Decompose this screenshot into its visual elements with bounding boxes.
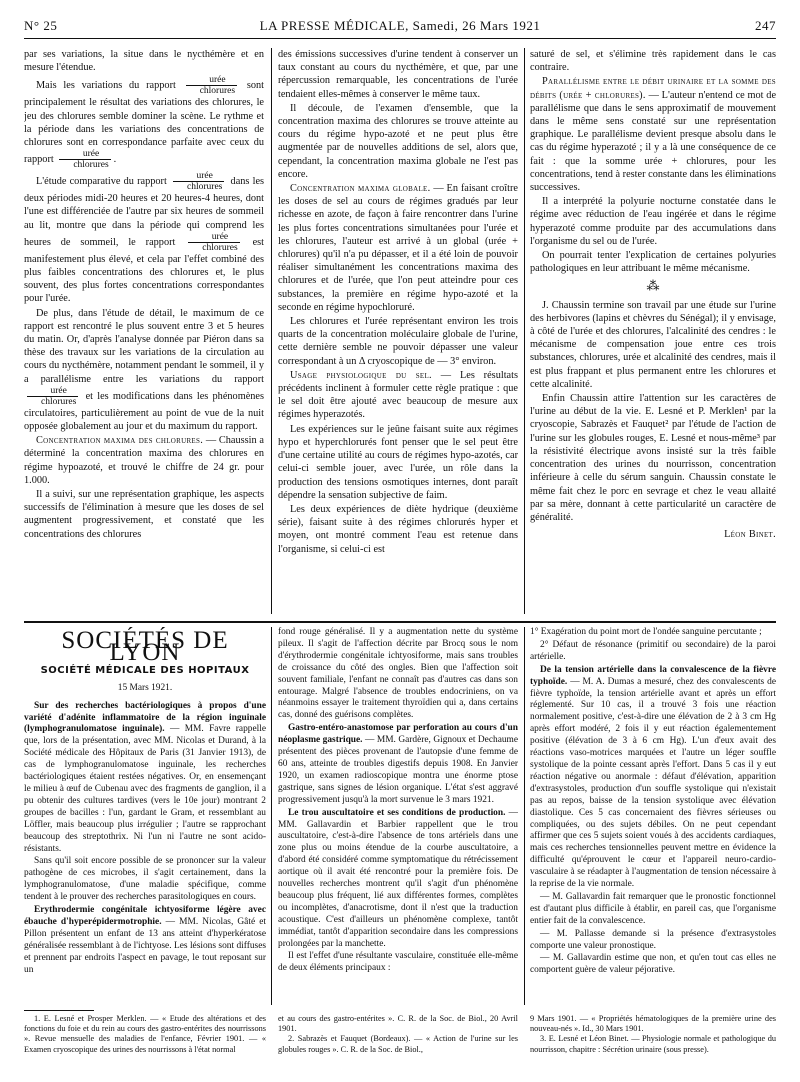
- paragraph: — M. Gallavardin estime que non, et qu'en tout cas elles ne comportent guère de valeur péjorative.: [530, 953, 776, 976]
- paragraph: Mais les variations du rapport $\frac{\text{urée}}{\text{chlorures}}$ sont principalement le résultat des variations des chlorures, le jeu des chlorures semble dominer la scène. Le rythme et la période dans les variations des concentrations de chlorures sont en correspondance parfaite avec ceux du rapport $\frac{\text{urée}}{\text{chlorures}}$ .: [24, 75, 264, 171]
- paragraph: J. Chaussin termine son travail par une étude sur l'urine des herbivores (lapins et chèvres du Sénégal); il y envisage, à côté de l'urée et des chlorures, l'alcalinité des cendres : le mécanisme de compensation joue entre ces trois substances, chlorures, urée et alcalinité des cendres, mais il est plus frappant et plus permanent entre les chlorures et cette alcalinité.: [530, 299, 776, 390]
- fraction-denominator: chlorures: [199, 86, 236, 97]
- paragraph: [278, 808, 518, 951]
- lyon-column-2: [278, 627, 518, 1007]
- paragraph: des émissions successives d'urine tendent à conserver un taux constant au cours du nycthémère, et que, par une répercussion remarquable, les concentrations de l'urée tendaient elles-mêmes à conserver le même taux.: [278, 49, 518, 100]
- journal-title: LA PRESSE MÉDICALE, Samedi, 26 Mars 1921: [259, 18, 541, 33]
- text: sont principalement le résultat des variations des chlorures, le jeu des chlorures semble dominer la scène. Le rythme et la période dans les variations des concentrations de chlorures sont en correspondance parfaite avec ceux du rapport: [24, 80, 264, 166]
- text: et les modifications dans les phénomènes circulatoires, particulièrement au point de vue de la nuit opposée globalement au jour et du maximum du rapport.: [24, 390, 264, 433]
- section-heading: Usage physiologique du sel.: [290, 369, 432, 381]
- lyon-column-1: [24, 627, 266, 1007]
- header-rule: [24, 38, 776, 39]
- column-divider: [271, 627, 272, 1005]
- paragraph: 1° Exagération du point mort de l'ondée sanguine percutante ;: [530, 627, 762, 637]
- communication-title: Erythrodermie congénitale ichtyosiforme légère avec ébauche d'hyperépidermotrophie.: [24, 905, 266, 927]
- section-heading: Concentration maxima globale.: [290, 183, 431, 195]
- lyon-column-3: [530, 627, 776, 1007]
- paragraph: Il a interprété la polyurie nocturne constatée dans le régime avec réduction de l'eau ingérée et dans le régime hyperazoté comme produite par des accumulations dans l'organisme du sel ou de l'urée.: [530, 196, 776, 247]
- paragraph: Les deux expériences de diète hydrique (deuxième série), faisant suite à des régimes chlorurés hyper et moyen, ont montré comment l'eau est retenue dans l'organisme, si celui-ci est: [278, 503, 518, 555]
- text: — MM. Nicolas, Gâté et Pillon présentent un enfant de 13 ans atteint d'hyperkératose généralisée ressemblant à de l'ichtyose. Les lésions sont diffuses et prennent par endroits l'aspect en pavage, le tout reposant sur un: [24, 916, 266, 975]
- issue-number: N° 25: [24, 18, 58, 33]
- column-divider: [524, 627, 525, 1005]
- section-heading: Concentration maxima des chlorures.: [36, 435, 204, 447]
- article-column-1: [24, 48, 264, 616]
- text: — MM. Gardère, Gignoux et Dechaume présentent des pièces provenant de l'autopsie d'une femme de 60 ans, atteinte de troubles digestifs depuis 1908. En Janvier 1920, un examen radioscopique montra une énorme ptose gastrique, sans signes de lésion organique. L'état s'est aggravé progressivement jusqu'à la mort survenue le 3 mars 1921.: [278, 735, 518, 805]
- ratio-fraction: [59, 149, 110, 170]
- text: — L'auteur n'entend ce mot de parallélisme que dans le sens approximatif de mouvement dans le même sens constaté sur une représentation graphique. Le parallélisme devient presque absolu dans le cas du régime hyperazoté ; il y a là une conséquence de ce fait : que la somme urée + chlorures, pour les concentrations, tend à rester constante dans les éliminations successives.: [530, 89, 776, 194]
- paragraph: Il découle, de l'examen d'ensemble, que la concentration maxima des chlorures se trouve atteinte au cours du régime hypo-azoté et ne peut plus être augmentée par de nouvelles additions de sel, alors que, cependant, la concentration maxima globale ne l'est pas encore.: [278, 102, 518, 180]
- paragraph: fond rouge généralisé. Il y a augmentation nette du système pileux. Il s'agit de l'affection décrite par Brocq sous le nom d'érythrodermie congénitale ichtyosiforme, mais sans troubles de croissance du côté des ongles. Bien que l'affection soit souvent familiale, l'enfant ne connaît pas d'autres cas dans son entourage. Malgré l'absence de troubles endocriniens, on va néanmoins essayer le traitement thyroïdien qui a, dans certains cas, donné des guérisons complètes.: [278, 627, 518, 721]
- column-divider: [271, 48, 272, 614]
- ratio-fraction: [186, 75, 237, 96]
- text: L'étude comparative du rapport: [36, 176, 167, 188]
- fraction-denominator: chlorures: [73, 160, 109, 171]
- paragraph: Les expériences sur le jeûne faisant suite aux régimes hypo et hyperchlorurés font penser que le sel peut être d'une certaine utilité au cours de régimes hypo-azotés, car celui-ci semble jouer, avec l'urée, un rôle dans la production des tensions osmotiques internes, dont paraît dépendre la sensation subjective de faim.: [278, 423, 518, 501]
- paragraph: [530, 75, 776, 194]
- fraction-denominator: chlorures: [202, 242, 238, 253]
- paragraph: [278, 369, 518, 422]
- section-divider: [24, 621, 776, 623]
- paragraph: 2° Défaut de résonance (primitif ou secondaire) de la paroi artérielle.: [530, 639, 776, 662]
- text: — MM. Favre rappelle que, lors de la présentation, avec MM. Nicolas et Durand, à la Société médicale des Hôpitaux de Paris (31 Janvier 1913), de cas de lymphogranulomatose inguinale, les recherches bactériologiques étaient restées négatives. Or, en ensemençant le milieu à œuf de Cubenau avec des fragments de ganglion, il a pu obtenir des cultures tardives (vers le 10e jour) montrant 2 groupes de bacilles : l'un, gardant le Gram, et ressemblant au Löffler, mais beaucoup plus irrégulier ; l'autre se rapprochant beaucoup des streptothrix. Ni l'un ni l'autre ne sont acido-résistants.: [24, 724, 266, 854]
- paragraph: Enfin Chaussin attire l'attention sur les caractères de l'urine au début de la vie. E. Lesné et P. Merklen¹ par la cryoscopie, Sabrazès et Fauquet² par l'étude de l'action de l'urine sur les globules rouges, E. Lesné et nous-même³ par la résistivité électrique avons insisté sur la très faible concentration des urines du nourrisson, concentration inférieure à celle du sérum sanguin. Chaussin constate le même fait chez le porc en sevrage et chez le veau allaité par sa mère, donnant à cette particularité un caractère de généralité.: [530, 393, 776, 523]
- paragraph: Il a suivi, sur une représentation graphique, les aspects successifs de l'élimination à mesure que les doses de sel augmentent progressivement, et constaté que les concentrations des chlorures: [24, 489, 264, 540]
- text: est manifestement plus élevé, et cela par l'effet combiné des plus faibles concentrations des chlorures et, le plus souvent, des plus fortes concentrations correspondantes pour l'urée.: [24, 236, 264, 305]
- communication-title: Sur des recherches bactériologiques à propos d'une variété d'adénite inflammatoire de la région inguinale (lymphogranulomatose inguinale).: [24, 700, 266, 735]
- paragraph: On pourrait tenter l'explication de certaines polyuries pathologiques en leur attribuant le même mécanisme.: [530, 250, 776, 275]
- page-number: 247: [755, 18, 776, 33]
- paragraph: [24, 905, 266, 976]
- communication-title: Le trou auscultatoire et ses conditions de production.: [288, 807, 506, 818]
- communication-title: De la tension artérielle dans la convalescence de la fièvre typhoïde.: [530, 664, 776, 687]
- paragraph: Les chlorures et l'urée représentant environ les trois quarts de la concentration moléculaire globale de l'urine, cette dernière semble ne pouvoir dépasser une valeur correspondant à un Δ cryoscopique de — 3° environ.: [278, 316, 518, 367]
- text: — En faisant croître les doses de sel au cours de régimes gradués par leur richesse en azote, de façon à faire rencontrer dans l'urine les plus fortes concentrations simultanées pour l'urée et les chlorures, l'auteur est arrivé à un global (urée + chlorures) qu'il n'a pu dépasser, et il a été loin de pouvoir réaliser simultanément les concentrations maxima des chlorures et de l'urée, que l'on peut atteindre pour ces substances, la première en régime hypo-azoté et la seconde en régime hypochloruré.: [278, 183, 518, 313]
- column-divider: [524, 48, 525, 614]
- paragraph: par ses variations, la situe dans le nycthémère et en mesure l'étendue.: [24, 49, 264, 74]
- footnote-rule: [24, 1010, 94, 1011]
- article-column-3: [530, 48, 776, 616]
- footnote: et au cours des gastro-entérites ». C. R. de la Soc. de Biol., 20 Avril 1901.: [278, 1014, 518, 1034]
- footnotes-column-3: [530, 1014, 776, 1078]
- paragraph: [24, 701, 266, 856]
- fraction-numerator: urée: [186, 75, 237, 86]
- fraction-denominator: chlorures: [187, 182, 223, 193]
- article-column-2: [278, 48, 518, 616]
- footnote: 1. E. Lesné et Prosper Merklen. — « Etude des altérations et des fonctions du foie et du rein au cours des gastro-entérites des nourrissons ». Revue mensuelle des maladies de l'enfance, Février 1901. — « Examen cryoscopique des urines des nourrissons à l'état normal: [24, 1014, 266, 1054]
- asterism: ⁂: [646, 278, 660, 294]
- footnote: 2. Sabrazès et Fauquet (Bordeaux). — « Action de l'urine sur les globules rouges ». C. R. de la Soc. de Biol.,: [278, 1034, 518, 1054]
- fraction-numerator: urée: [59, 149, 110, 160]
- communication-title: Gastro-entéro-anastomose par perforation au cours d'un néoplasme gastrique.: [278, 723, 518, 746]
- paragraph: Sans qu'il soit encore possible de se prononcer sur la valeur pathogène de ces microbes, il s'agit certainement, dans la lymphogranulomatose, d'une maladie spécifique, comme tendent à le prouver des recherches parasitologiques en cours.: [24, 856, 266, 903]
- section-heading: Parallélisme entre le débit urinaire et la somme des débits (urée + chlorures).: [530, 76, 776, 101]
- footnote: 3. E. Lesné et Léon Binet. — Physiologie normale et pathologique du nourrisson, chapitre : Sécrétion urinaire (sous presse).: [530, 1034, 776, 1054]
- paragraph: [24, 307, 264, 434]
- section-title: SOCIÉTÉS DE LYON: [61, 627, 229, 666]
- page-header: [24, 18, 776, 38]
- text: De plus, dans l'étude de détail, le maximum de ce rapport est rencontré le plus souvent entre 3 et 5 heures du matin. Or, d'après l'analyse donnée par Piéron dans sa thèse des travaux sur les variations de la circulation au cours du nycthémère, notamment pendant le sommeil, il y a parallélisme entre les variations du rapport: [24, 307, 264, 385]
- text: — M. A. Dumas a mesuré, chez des convalescents de fièvre typhoïde, la tension artérielle avant et après un effort réglementé. Sur 10 cas, il a trouvé 3 fois une réaction normalement positive, c'est-à-dire une élévation de 2 à 3 cm Hg après effort modéré, 2 fois il y eut réaction égalementement positive (élévation de 3 à 6 cm Hg). L'un d'eux avait des réactions vaso-motrices marquées et l'autre un léger souffle systolique de la pointe cessant après l'effort. Dans 5 cas il y eut réaction négative ou anormale : défaut d'élévation, apparition d'extrasystoles, production d'un souffle systolique qui n'existait pas au repos, baisse de la tension systolique avec élévation diastolique. Ces 5 cas concernaient des fièvres sérieuses ou compliquées, ou des sujets débiles. On ne peut cependant affirmer que ces 5 sujets soient voués à des accidents cardiaques, mais ces recherches tensionnelles peuvent mettre en évidence la difficulté qu'éprouvent le cœur et l'appareil neuro-cardio-vasculaire à se réadapter à l'augmentation de tension nécessaire à la reprise de la vie normale.: [530, 676, 776, 890]
- society-name: SOCIÉTÉ MÉDICALE DES HOPITAUX: [40, 664, 250, 676]
- fraction-numerator: urée: [188, 232, 239, 243]
- paragraph: [530, 665, 776, 891]
- footnote: 9 Mars 1901. — « Propriétés hématologiques de la première urine des nouveau-nés ». Id., 30 Mars 1901.: [530, 1014, 776, 1034]
- paragraph: [24, 171, 264, 305]
- author-signature: Léon Binet.: [724, 529, 776, 541]
- paragraph: [278, 182, 518, 314]
- fraction-numerator: urée: [27, 386, 78, 397]
- ratio-fraction: [173, 171, 224, 192]
- fraction-denominator: chlorures: [41, 396, 77, 407]
- ratio-fraction: [188, 232, 239, 253]
- paragraph: [278, 723, 518, 806]
- ratio-fraction: [27, 386, 78, 407]
- paragraph: saturé de sel, et s'élimine très rapidement dans le cas contraire.: [530, 49, 776, 74]
- paragraph: Il est l'effet d'une résultante vasculaire, constituée elle-même de deux éléments principaux :: [278, 951, 518, 974]
- session-date: 15 Mars 1921.: [117, 682, 173, 693]
- paragraph: — M. Pallasse demande si la présence d'extrasystoles comporte une valeur pronostique.: [530, 928, 776, 951]
- text: — Les résultats précédents inclinent à formuler cette règle pratique : que le sel doit être ajouté avec beaucoup de mesure aux régimes hyperazotés.: [278, 369, 518, 421]
- paragraph: [24, 434, 264, 487]
- fraction-numerator: urée: [173, 171, 224, 182]
- footnotes-column-1: [24, 1014, 266, 1078]
- text: dans les deux périodes midi-20 heures et 20 heures-4 heures, dont l'une est différenciée de l'autre par six heures de sommeil au lit, montre que dans la période qui comprend les heures de sommeil, le rapport: [24, 176, 264, 248]
- text: — Chaussin a déterminé la concentration maxima des chlorures en régime hypoazoté, et trouvé le chiffre de 24 gr. pour 1.000.: [24, 435, 264, 486]
- text: Mais les variations du rapport: [36, 80, 176, 92]
- paragraph: — M. Gallavardin fait remarquer que le pronostic fonctionnel est d'autant plus difficile à établir, en pareil cas, que l'organisme entier fait de la convalescence.: [530, 891, 776, 926]
- footnotes-column-2: [278, 1014, 518, 1078]
- text: — MM. Gallavardin et Barbier rappellent que le trou auscultatoire, c'est-à-dire l'absence de tons artériels dans une zone plus ou moins étendue de la courbe auscultatoire, a d'abord été considéré comme symptomatique du rétrécissement aortique où il avait été rencontré pour la première fois. De nouvelles recherches montrent qu'il s'agit d'un phénomène beaucoup plus fréquent, lié aux différentes formes, complètes ou incomplètes, d'anacrotisme, dont il n'est que la traduction acoustique. C'est d'ailleurs un phénomène complexe, tantôt immédiat, tantôt d'apparition secondaire dans les compressions prolongées par la manchette.: [278, 807, 518, 949]
